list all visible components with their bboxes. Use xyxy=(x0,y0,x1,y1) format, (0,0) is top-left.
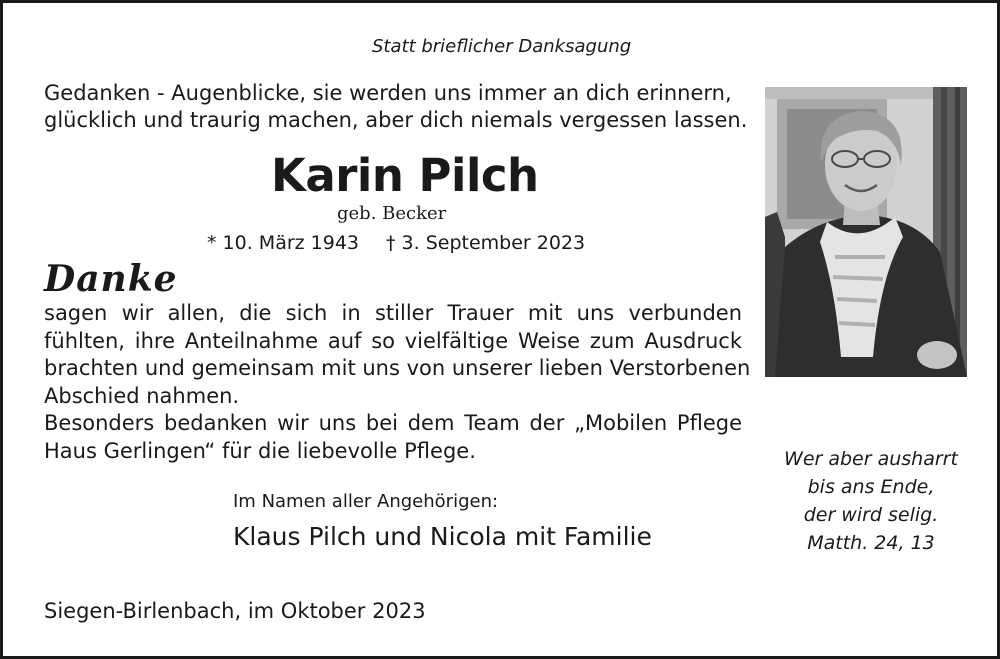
quote-line-2: glücklich und traurig machen, aber dich niemals vergessen lassen. xyxy=(44,108,748,132)
body-line: sagen wir allen, die sich in stiller Trauer mit uns verbunden xyxy=(44,301,742,325)
body-line: fühlten, ihre Anteilnahme auf so vielfältige Weise zum Ausdruck xyxy=(44,328,742,353)
scripture-line: der wird selig. xyxy=(803,504,939,526)
thanks-body xyxy=(44,300,751,465)
body-line: brachten und gemeinsam mit uns von unserer lieben Verstorbenen xyxy=(44,356,751,380)
death-date: † 3. September 2023 xyxy=(386,232,586,254)
scripture-line: bis ans Ende, xyxy=(807,476,935,498)
thanks-heading: Danke xyxy=(44,258,178,300)
place-date: Siegen-Birlenbach, im Oktober 2023 xyxy=(44,599,426,623)
portrait-illustration xyxy=(765,87,967,377)
signatories: Klaus Pilch und Nicola mit Familie xyxy=(233,522,652,551)
body-line: Besonders bedanken wir uns bei dem Team der „Mobilen Pflege xyxy=(44,411,742,435)
maiden-name: geb. Becker xyxy=(337,203,447,224)
notice-heading: Statt brieflicher Danksagung xyxy=(372,36,632,57)
body-line: Haus Gerlingen“ für die liebevolle Pflege. xyxy=(44,438,476,463)
birth-date: * 10. März 1943 xyxy=(207,232,360,254)
scripture-quote xyxy=(767,445,975,557)
portrait-photo xyxy=(765,87,967,377)
behalf-label: Im Namen aller Angehörigen: xyxy=(233,491,499,512)
scripture-reference: Matth. 24, 13 xyxy=(807,532,935,554)
body-line: Abschied nahmen. xyxy=(44,383,240,408)
quote-line-1: Gedanken - Augenblicke, sie werden uns immer an dich erinnern, xyxy=(44,81,732,105)
scripture-line: Wer aber ausharrt xyxy=(784,448,958,470)
deceased-name: Karin Pilch xyxy=(271,149,539,202)
